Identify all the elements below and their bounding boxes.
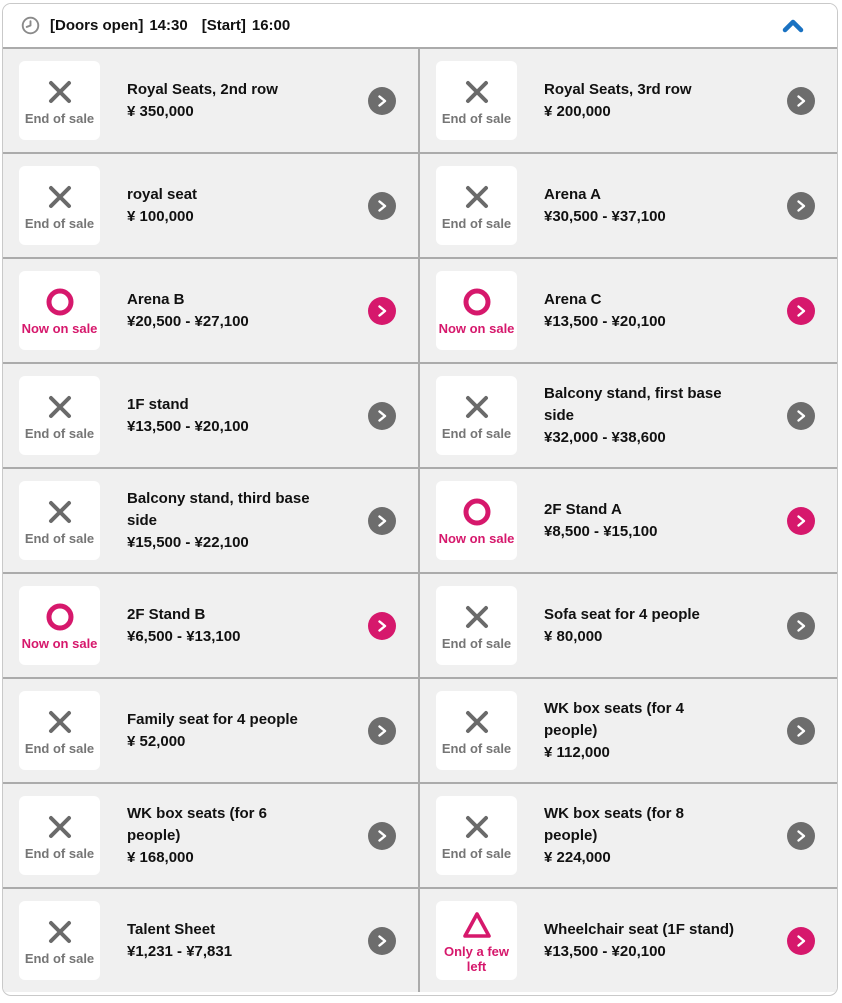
status-badge	[436, 166, 517, 245]
ticket-detail-button[interactable]	[368, 717, 396, 745]
status-label: End of sale	[441, 741, 512, 756]
status-badge	[19, 796, 100, 875]
chevron-right-icon	[375, 829, 389, 843]
ticket-detail-button[interactable]	[368, 192, 396, 220]
start-label: [Start]	[201, 17, 246, 34]
ticket-info	[127, 803, 321, 869]
ticket-name: Arena C	[544, 290, 602, 308]
ticket-name: Sofa seat for 4 people	[544, 605, 700, 623]
x-icon	[43, 495, 77, 529]
chevron-right-icon	[375, 619, 389, 633]
ticket-price: ¥15,500 - ¥22,100	[127, 533, 249, 551]
ticket-price: ¥13,500 - ¥20,100	[544, 312, 666, 330]
ticket-info	[127, 394, 321, 438]
ticket-detail-button[interactable]	[787, 612, 815, 640]
ticket-detail-button[interactable]	[368, 87, 396, 115]
status-label: End of sale	[24, 426, 95, 441]
x-icon	[43, 180, 77, 214]
ticket-name: 2F Stand A	[544, 500, 622, 518]
status-label: End of sale	[24, 846, 95, 861]
status-badge	[436, 271, 517, 350]
chevron-right-icon	[375, 199, 389, 213]
status-label: Now on sale	[438, 531, 515, 546]
ticket-detail-button[interactable]	[787, 927, 815, 955]
ticket-name: Royal Seats, 3rd row	[544, 80, 692, 98]
ticket-info	[127, 604, 321, 648]
chevron-right-icon	[794, 409, 808, 423]
status-badge	[436, 481, 517, 560]
x-icon	[460, 180, 494, 214]
event-time-text	[50, 17, 290, 34]
chevron-right-icon	[375, 724, 389, 738]
ticket-item[interactable]	[420, 782, 837, 887]
status-badge	[19, 271, 100, 350]
ticket-name: WK box seats (for 8 people)	[544, 804, 685, 844]
x-icon	[43, 705, 77, 739]
x-icon	[460, 810, 494, 844]
status-label: End of sale	[441, 846, 512, 861]
status-label: End of sale	[441, 636, 512, 651]
ticket-item[interactable]	[420, 47, 837, 152]
triangle-icon	[460, 908, 494, 942]
circle-icon	[460, 285, 494, 319]
ticket-info	[544, 383, 738, 449]
ticket-item[interactable]	[420, 572, 837, 677]
circle-icon	[460, 495, 494, 529]
ticket-detail-button[interactable]	[787, 717, 815, 745]
ticket-detail-button[interactable]	[787, 192, 815, 220]
x-icon	[43, 75, 77, 109]
status-label: Only a few left	[443, 943, 510, 974]
ticket-item[interactable]	[3, 467, 420, 572]
ticket-name: Balcony stand, third base side	[127, 489, 310, 529]
ticket-price: ¥6,500 - ¥13,100	[127, 627, 241, 645]
doors-open-label: [Doors open]	[50, 17, 144, 34]
ticket-name: Talent Sheet	[127, 920, 216, 938]
chevron-right-icon	[794, 934, 808, 948]
ticket-detail-button[interactable]	[368, 507, 396, 535]
status-badge	[19, 586, 100, 665]
ticket-price: ¥1,231 - ¥7,831	[127, 942, 233, 960]
ticket-info	[544, 79, 738, 123]
chevron-up-icon[interactable]	[781, 17, 805, 35]
ticket-name: Wheelchair seat (1F stand)	[544, 920, 735, 938]
ticket-detail-button[interactable]	[368, 612, 396, 640]
status-label: Now on sale	[21, 636, 98, 651]
ticket-item[interactable]	[3, 47, 420, 152]
ticket-name: royal seat	[127, 185, 198, 203]
ticket-item[interactable]	[3, 572, 420, 677]
status-badge	[19, 61, 100, 140]
chevron-right-icon	[375, 934, 389, 948]
ticket-detail-button[interactable]	[368, 822, 396, 850]
ticket-info	[544, 289, 738, 333]
ticket-info	[544, 803, 738, 869]
circle-icon	[43, 285, 77, 319]
ticket-item[interactable]	[420, 152, 837, 257]
ticket-item[interactable]	[3, 362, 420, 467]
ticket-price: ¥8,500 - ¥15,100	[544, 522, 658, 540]
ticket-item[interactable]	[420, 887, 837, 992]
status-badge	[436, 901, 517, 980]
ticket-info	[544, 698, 738, 764]
ticket-item[interactable]	[3, 782, 420, 887]
chevron-right-icon	[794, 514, 808, 528]
ticket-detail-button[interactable]	[368, 927, 396, 955]
start-time: 16:00	[251, 17, 291, 34]
ticket-name: WK box seats (for 6 people)	[127, 804, 268, 844]
ticket-item[interactable]	[3, 887, 420, 992]
chevron-right-icon	[794, 199, 808, 213]
ticket-price: ¥ 112,000	[544, 743, 610, 761]
ticket-item[interactable]	[3, 152, 420, 257]
status-label: End of sale	[24, 951, 95, 966]
ticket-price: ¥20,500 - ¥27,100	[127, 312, 249, 330]
chevron-right-icon	[794, 829, 808, 843]
x-icon	[460, 390, 494, 424]
ticket-detail-button[interactable]	[787, 507, 815, 535]
ticket-info	[127, 488, 321, 554]
ticket-detail-button[interactable]	[368, 297, 396, 325]
ticket-panel	[2, 3, 838, 996]
ticket-name: Family seat for 4 people	[127, 710, 298, 728]
ticket-name: Royal Seats, 2nd row	[127, 80, 278, 98]
status-badge	[436, 586, 517, 665]
status-label: End of sale	[441, 111, 512, 126]
x-icon	[460, 75, 494, 109]
x-icon	[460, 705, 494, 739]
x-icon	[460, 600, 494, 634]
x-icon	[43, 390, 77, 424]
circle-icon	[43, 600, 77, 634]
status-badge	[19, 481, 100, 560]
status-badge	[19, 376, 100, 455]
status-badge	[436, 691, 517, 770]
ticket-item[interactable]	[3, 257, 420, 362]
ticket-info	[544, 604, 738, 648]
ticket-item[interactable]	[420, 362, 837, 467]
status-badge	[436, 376, 517, 455]
status-badge	[19, 166, 100, 245]
ticket-info	[127, 79, 321, 123]
ticket-detail-button[interactable]	[787, 87, 815, 115]
ticket-price: ¥ 224,000	[544, 848, 611, 866]
x-icon	[43, 810, 77, 844]
status-label: Now on sale	[21, 321, 98, 336]
chevron-right-icon	[375, 304, 389, 318]
ticket-info	[544, 919, 738, 963]
status-badge	[436, 796, 517, 875]
status-label: End of sale	[441, 426, 512, 441]
ticket-detail-button[interactable]	[787, 402, 815, 430]
status-label: End of sale	[441, 216, 512, 231]
status-badge	[19, 901, 100, 980]
chevron-right-icon	[794, 304, 808, 318]
ticket-name: 1F stand	[127, 395, 189, 413]
chevron-right-icon	[794, 94, 808, 108]
ticket-item[interactable]	[3, 677, 420, 782]
ticket-price: ¥13,500 - ¥20,100	[127, 417, 249, 435]
chevron-right-icon	[794, 619, 808, 633]
ticket-grid	[3, 47, 837, 992]
ticket-item[interactable]	[420, 257, 837, 362]
ticket-info	[127, 709, 321, 753]
status-label: End of sale	[24, 741, 95, 756]
x-icon	[43, 915, 77, 949]
ticket-name: 2F Stand B	[127, 605, 206, 623]
status-label: Now on sale	[438, 321, 515, 336]
ticket-name: Arena A	[544, 185, 601, 203]
ticket-detail-button[interactable]	[787, 822, 815, 850]
status-badge	[436, 61, 517, 140]
ticket-item[interactable]	[420, 677, 837, 782]
ticket-price: ¥ 52,000	[127, 732, 186, 750]
ticket-info	[544, 184, 738, 228]
ticket-info	[127, 184, 321, 228]
status-label: End of sale	[24, 531, 95, 546]
status-badge	[19, 691, 100, 770]
chevron-right-icon	[375, 514, 389, 528]
ticket-name: Arena B	[127, 290, 185, 308]
chevron-right-icon	[794, 724, 808, 738]
ticket-item[interactable]	[420, 467, 837, 572]
ticket-detail-button[interactable]	[368, 402, 396, 430]
ticket-price: ¥30,500 - ¥37,100	[544, 207, 666, 225]
ticket-price: ¥13,500 - ¥20,100	[544, 942, 666, 960]
ticket-price: ¥ 200,000	[544, 102, 611, 120]
ticket-name: Balcony stand, first base side	[544, 384, 722, 424]
status-label: End of sale	[24, 216, 95, 231]
status-label: End of sale	[24, 111, 95, 126]
clock-icon	[21, 16, 40, 35]
ticket-info	[544, 499, 738, 543]
ticket-detail-button[interactable]	[787, 297, 815, 325]
ticket-info	[127, 919, 321, 963]
ticket-info	[127, 289, 321, 333]
chevron-right-icon	[375, 409, 389, 423]
chevron-right-icon	[375, 94, 389, 108]
ticket-price: ¥ 100,000	[127, 207, 194, 225]
ticket-name: WK box seats (for 4 people)	[544, 699, 685, 739]
ticket-price: ¥32,000 - ¥38,600	[544, 428, 666, 446]
ticket-price: ¥ 168,000	[127, 848, 194, 866]
ticket-price: ¥ 350,000	[127, 102, 194, 120]
event-time-header[interactable]	[3, 4, 837, 47]
ticket-price: ¥ 80,000	[544, 627, 603, 645]
doors-open-time: 14:30	[149, 17, 188, 34]
